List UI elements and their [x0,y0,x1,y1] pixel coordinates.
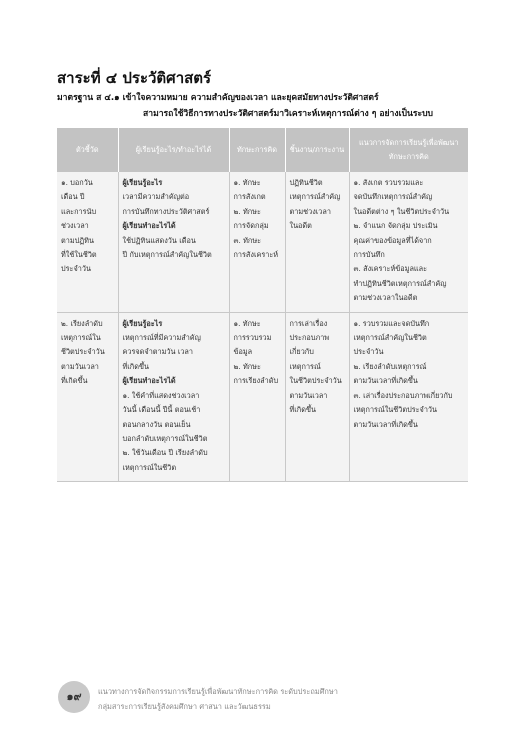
cell-line: เวลามีความสำคัญต่อ [122,192,190,202]
cell-line: ตามช่วงเวลา [289,206,331,216]
cell-line: ตามวันเวลาที่เกิดขึ้น [353,419,418,429]
cell-line: ๓. ทักษะ [233,235,262,245]
learning-heading: ผู้เรียนรู้อะไร [122,318,163,328]
table-header-row [57,128,468,172]
cell-guidelines [349,312,468,481]
cell-line: ชีวิตประจำวัน [61,347,105,357]
learning-heading: ผู้เรียนรู้อะไร [122,178,163,187]
cell-guidelines [349,172,468,312]
cell-line: การเรียงลำดับ [233,376,279,386]
cell-line: ๑. ใช้คำที่แสดงช่วงเวลา [122,390,200,400]
cell-line: ปี กับเหตุการณ์สำคัญในชีวิต [122,250,212,260]
cell-line: เดือน ปี [61,192,85,202]
cell-line: เหตุการณ์ที่มีความสำคัญ [122,333,201,343]
cell-line: เหตุการณ์สำคัญในชีวิต [353,333,427,343]
cell-line: ๑. ทักษะ [233,318,261,328]
cell-tasks [285,312,349,481]
cell-line: เหตุการณ์ในชีวิตประจำวัน [353,405,438,415]
header-guidelines: แนวการจัดการเรียนรู้เพื่อพัฒนาทักษะการคิด [349,128,468,172]
cell-thinking-skills [229,172,285,312]
cell-line: ๑. บอกวัน [61,178,93,187]
cell-line: เหตุการณ์ใน [61,333,101,343]
cell-line: ๒. เรียงลำดับ [61,318,103,328]
header-indicator: ตัวชี้วัด [57,128,118,172]
cell-line: การบันทึกทางประวัติศาสตร์ [122,206,210,216]
cell-line: ช่วงเวลา [61,221,89,231]
standard-statement [57,90,475,122]
cell-line: เหตุการณ์ในชีวิต [122,462,177,472]
cell-line: ตามวันเวลา [289,390,328,400]
cell-indicator [57,172,118,312]
cell-learning [118,172,229,312]
standard-line-1: มาตรฐาน ส ๔.๑ เข้าใจความหมาย ความสำคัญของเวลา และยุคสมัยทางประวัติศาสตร์ [57,93,379,103]
header-thinking-skills: ทักษะการคิด [229,128,285,172]
cell-line: ๒. เรียงลำดับเหตุการณ์ [353,361,427,371]
cell-line: ประจำวัน [353,347,384,357]
cell-line: ในอดีต [289,221,312,231]
table-row [57,312,468,481]
cell-line: ๓. เล่าเรื่องประกอบภาพเกี่ยวกับ [353,390,453,400]
cell-line: เหตุการณ์ [289,361,321,371]
cell-line: ในชีวิตประจำวัน [289,376,342,386]
header-learning: ผู้เรียนรู้อะไร/ทำอะไรได้ [118,128,229,172]
cell-line: ตามช่วงเวลาในอดีต [353,293,418,303]
header-tasks: ชิ้นงาน/ภาระงาน [285,128,349,172]
cell-line: ข้อมูล [233,347,253,357]
cell-line: ที่ใช้ในชีวิต [61,250,97,260]
cell-line: การสังเกต [233,192,266,202]
cell-line: จดบันทึกเหตุการณ์สำคัญ [353,192,433,202]
cell-tasks [285,172,349,312]
cell-line: ที่เกิดขึ้น [122,361,149,371]
cell-line: ๒. จำแนก จัดกลุ่ม ประเมิน [353,221,438,231]
cell-line: คุณค่าของข้อมูลที่ได้จาก [353,235,432,245]
page-title: สาระที่ ๔ ประวัติศาสตร์ [57,69,212,87]
cell-line: ที่เกิดขึ้น [289,405,316,415]
cell-line: ที่เกิดขึ้น [61,376,88,386]
cell-line: การบันทึก [353,250,385,260]
cell-learning [118,312,229,481]
cell-line: ๑. ทักษะ [233,178,261,187]
cell-line: เหตุการณ์สำคัญ [289,192,341,202]
cell-line: ใช้ปฏิทินแสดงวัน เดือน [122,235,196,245]
doing-heading: ผู้เรียนทำอะไรได้ [122,221,176,231]
cell-line: การรวบรวม [233,333,272,343]
cell-line: ทำปฏิทินชีวิตเหตุการณ์สำคัญ [353,278,447,288]
cell-line: และการนับ [61,206,97,216]
footer-line-1: แนวทางการจัดกิจกรรมการเรียนรู้เพื่อพัฒนาทักษะการคิด ระดับประถมศึกษา [98,687,338,696]
doing-heading: ผู้เรียนทำอะไรได้ [122,376,176,386]
cell-line: ปฏิทินชีวิต [289,178,323,187]
cell-line: การจัดกลุ่ม [233,221,269,231]
cell-line: ประกอบภาพ [289,333,330,343]
standard-line-2: สามารถใช้วิธีการทางประวัติศาสตร์มาวิเคราะห์เหตุการณ์ต่าง ๆ อย่างเป็นระบบ [143,109,433,119]
cell-line: การเล่าเรื่อง [289,318,328,328]
cell-line: การสังเคราะห์ [233,250,279,260]
cell-line: ตามปฏิทิน [61,235,94,245]
cell-line: ๑. รวบรวมและจดบันทึก [353,318,430,328]
footer-line-2: กลุ่มสาระการเรียนรู้สังคมศึกษา ศาสนา และวัฒนธรรม [98,702,271,711]
cell-line: ประจำวัน [61,264,91,274]
curriculum-table [57,128,468,482]
cell-line: ๑. สังเกต รวบรวมและ [353,178,424,187]
table-row [57,172,468,312]
cell-line: ตอนกลางวัน ตอนเย็น [122,419,191,429]
cell-line: ตามวันเวลา [61,361,99,371]
cell-line: ควรจดจำตามวัน เวลา [122,347,193,357]
cell-line: วันนี้ เดือนนี้ ปีนี้ ตอนเช้า [122,405,201,415]
page-number-badge: ๑๙ [58,681,90,713]
cell-line: ๒. ใช้วันเดือน ปี เรียงลำดับ [122,448,208,458]
cell-line: ๒. ทักษะ [233,361,261,371]
cell-thinking-skills [229,312,285,481]
cell-line: ในอดีตต่าง ๆ ในชีวิตประจำวัน [353,206,450,216]
cell-line: ๒. ทักษะ [233,206,261,216]
cell-indicator [57,312,118,481]
cell-line: เกี่ยวกับ [289,347,314,357]
cell-line: ตามวันเวลาที่เกิดขึ้น [353,376,418,386]
cell-line: ๓. สังเคราะห์ข้อมูลและ [353,264,428,274]
cell-line: บอกลำดับเหตุการณ์ในชีวิต [122,433,208,443]
